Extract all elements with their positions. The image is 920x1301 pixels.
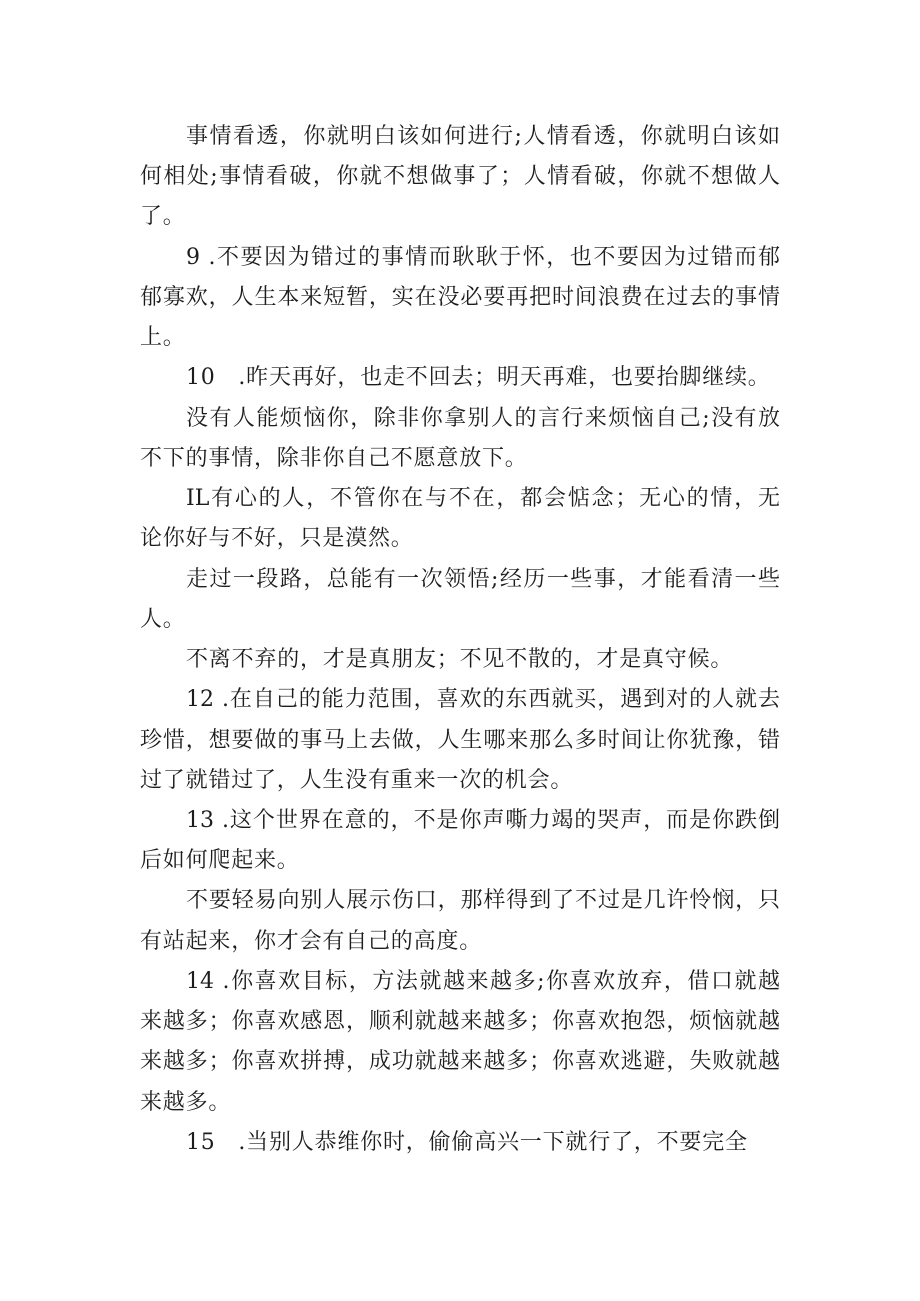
paragraph — [140, 479, 780, 559]
paragraph — [140, 238, 780, 359]
text-line: 来越多；你喜欢感恩，顺利就越来越多；你喜欢抱怨，烦恼就越 — [140, 1009, 780, 1035]
text-line: 后如何爬起来。 — [140, 848, 300, 874]
text-line: 不离不弃的，才是真朋友；不见不散的，才是真守候。 — [186, 647, 734, 673]
text-line: 14 .你喜欢目标，方法就越来越多;你喜欢放弃，借口就越 — [186, 968, 780, 994]
text-line: 走过一段路，总能有一次领悟;经历一些事，才能看清一些 — [186, 566, 780, 592]
text-line: 过了就错过了，人生没有重来一次的机会。 — [140, 767, 574, 793]
paragraph — [140, 680, 780, 801]
text-line: 15 .当别人恭维你时，偷偷高兴一下就行了，不要完全 — [186, 1129, 748, 1155]
text-line: 来越多；你喜欢拼搏，成功就越来越多；你喜欢逃避，失败就越 — [140, 1049, 780, 1075]
text-line: 不要轻易向别人展示伤口，那样得到了不过是几许怜悯，只 — [186, 888, 780, 914]
text-line: 10 .昨天再好，也走不回去；明天再难，也要抬脚继续。 — [186, 365, 771, 391]
paragraph — [140, 962, 780, 1123]
paragraph — [140, 560, 780, 640]
paragraph — [140, 801, 780, 881]
text-line: 12 .在自己的能力范围，喜欢的东西就买，遇到对的人就去 — [186, 687, 780, 713]
text-line: 来越多。 — [140, 1089, 232, 1115]
paragraph — [140, 881, 780, 961]
text-line: 论你好与不好，只是漠然。 — [140, 526, 414, 552]
text-line: 人。 — [140, 606, 186, 632]
text-line: 13 .这个世界在意的，不是你声嘶力竭的哭声，而是你跌倒 — [186, 807, 780, 833]
text-line: 珍惜，想要做的事马上去做，人生哪来那么多时间让你犹豫，错 — [140, 727, 780, 753]
text-line: 郁寡欢，人生本来短暂，实在没必要再把时间浪费在过去的事情 — [140, 284, 780, 310]
paragraph — [140, 640, 780, 680]
paragraph — [140, 1123, 780, 1163]
text-line: 了。 — [140, 204, 186, 230]
paragraph — [140, 399, 780, 479]
document-body — [140, 117, 780, 1163]
text-line: 上。 — [140, 325, 186, 351]
text-line: 有站起来，你才会有自己的高度。 — [140, 928, 483, 954]
text-line: 事情看透，你就明白该如何进行;人情看透，你就明白该如 — [186, 124, 780, 149]
text-line: 没有人能烦恼你，除非你拿别人的言行来烦恼自己;没有放 — [186, 405, 780, 431]
text-line: 9 .不要因为错过的事情而耿耿于怀，也不要因为过错而郁 — [186, 244, 780, 270]
text-line: 何相处;事情看破，你就不想做事了；人情看破，你就不想做人 — [140, 164, 780, 190]
paragraph — [140, 358, 780, 398]
text-line: IL有心的人，不管你在与不在，都会惦念；无心的情，无 — [186, 486, 780, 512]
text-line: 不下的事情，除非你自己不愿意放下。 — [140, 445, 528, 471]
paragraph — [140, 117, 780, 238]
